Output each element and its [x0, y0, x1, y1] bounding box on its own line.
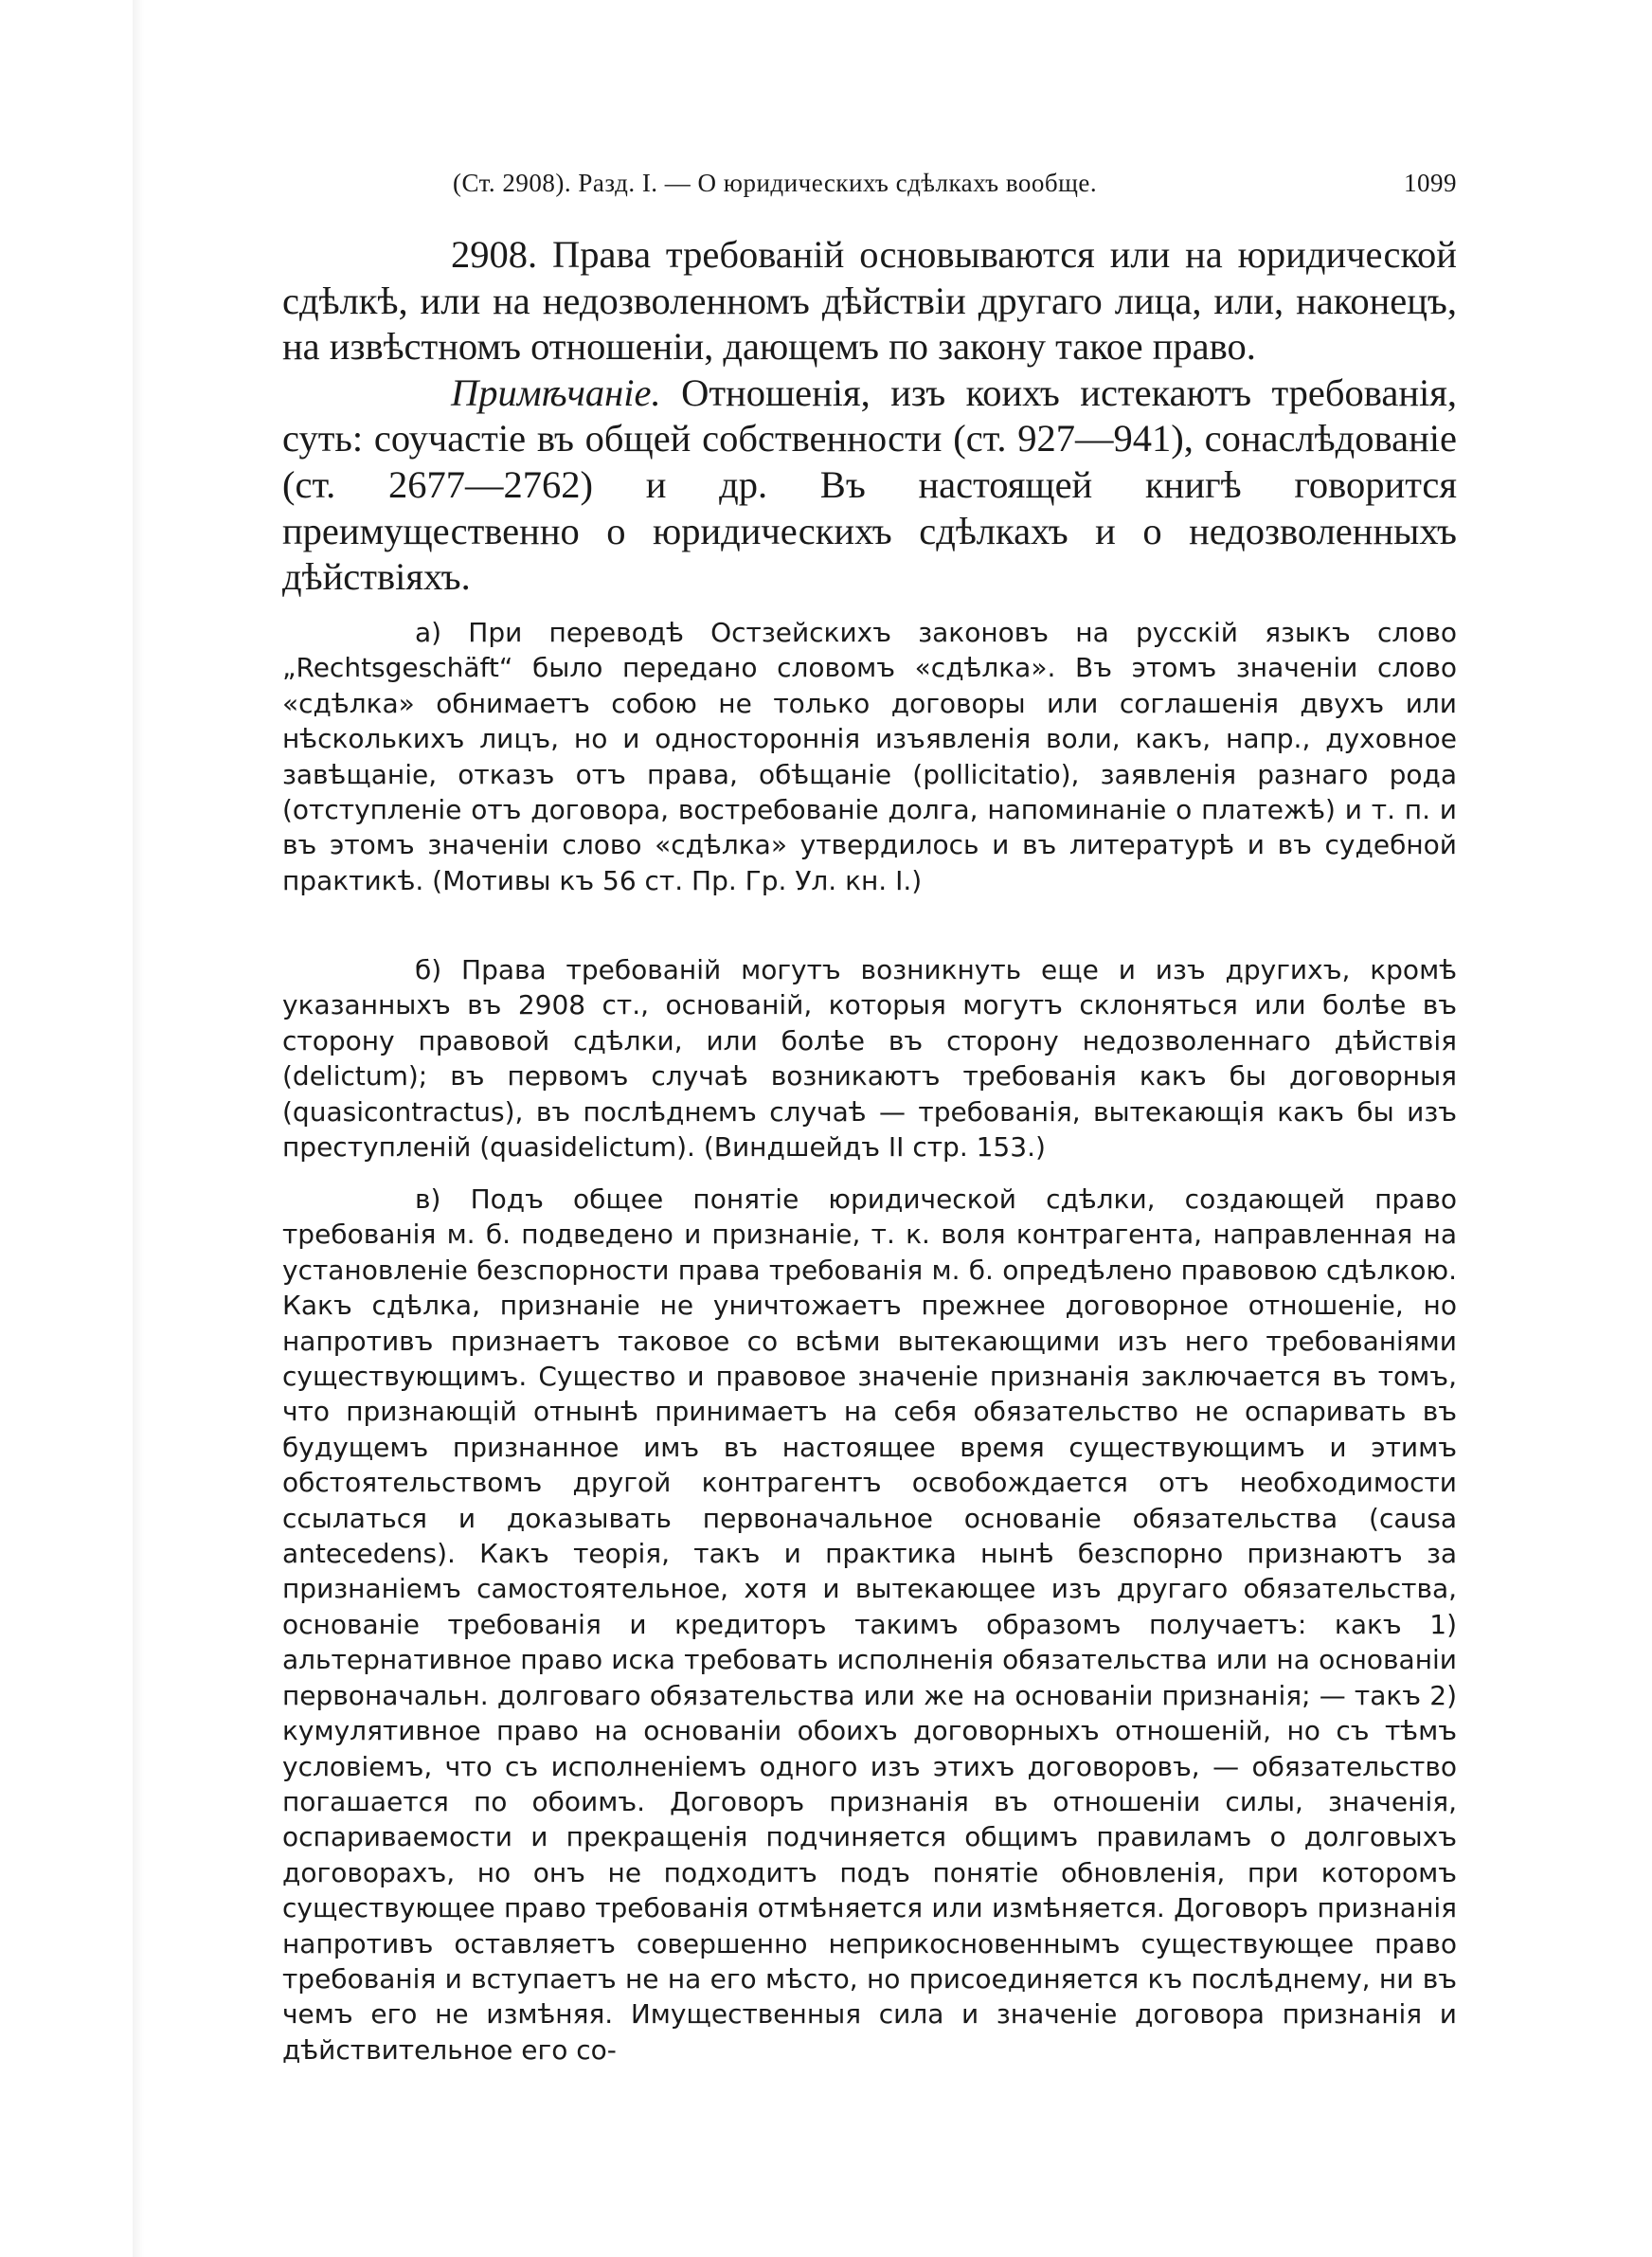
commentary-a [282, 615, 1457, 898]
commentary-a-text: а) При переводѣ Остзейскихъ законовъ на русскій языкъ слово „Rechtsgeschäft“ было передано словомъ «сдѣлка». Въ этомъ значеніи слово «сдѣлка» обнимаетъ собою не только договоры или соглашенія двухъ или нѣсколькихъ лицъ, но и одностороннія изъявленія воли, какъ, напр., духовное завѣщаніе, отказъ отъ права, обѣщаніе (pollicitatio), заявленія разнаго рода (отступленіе отъ договора, востребованіе долга, напоминаніе о платежѣ) и т. п. и въ этомъ значеніи слово «сдѣлка» утвердилось и въ литературѣ и въ судебной практикѣ. (Мотивы къ 56 ст. Пр. Гр. Ул. кн. I.) [282, 617, 1457, 896]
note-label: Примѣчаніе. [451, 370, 661, 414]
commentary-c-text: в) Подъ общее понятіе юридической сдѣлки, создающей право требованія м. б. подведено и признаніе, т. к. воля контрагента, направленная на установленіе безспорности права требованія м. б. опредѣлено правовою сдѣлкою. Какъ сдѣлка, признаніе не уничтожаетъ прежнее договорное отношеніе, но напротивъ признаетъ таковое со всѣми вытекающими изъ него требованіями существующимъ. Существо и правовое значеніе признанія заключается въ томъ, что признающій отнынѣ принимаетъ на себя обязательство не оспаривать въ будущемъ признанное имъ въ настоящее время существующимъ и этимъ обстоятельствомъ другой контрагентъ освобождается отъ необходимости ссылаться и доказывать первоначальное основаніе обязательства (causa antecedens). Какъ теорія, такъ и практика нынѣ безспорно признаютъ за признаніемъ самостоятельное, хотя и вытекающее изъ другаго обязательства, основаніе требованія и кредиторъ такимъ образомъ получаетъ: какъ 1) альтернативное право иска требовать исполненія обязательства или на основаніи первоначальн. долговаго обязательства или же на основаніи признанія; — такъ 2) кумулятивное право на основаніи обоихъ договорныхъ отношеній, но съ тѣмъ условіемъ, что съ исполненіемъ одного изъ этихъ договоровъ, — обязательство погашается по обоимъ. Договоръ признанія въ отношеніи силы, значенія, оспариваемости и прекращенія подчиняется общимъ правиламъ о долговыхъ договорахъ, но онъ не подходитъ подъ понятіе обновленія, при которомъ существующее право требованія отмѣняется или измѣняется. Договоръ признанія напротивъ оставляетъ совершенно неприкосновеннымъ существующее право требованія и вступаетъ не на его мѣсто, но присоединяется къ послѣднему, ни въ чемъ его не измѣняя. Имущественныя сила и значеніе договора признанія и дѣйствительное его со- [282, 1183, 1457, 2066]
commentary-b-text: б) Права требованій могутъ возникнуть еще и изъ другихъ, кромѣ указанныхъ въ 2908 ст., основаній, которыя могутъ склоняться или болѣе въ сторону правовой сдѣлки, или болѣе въ сторону недозволеннаго дѣйствія (delictum); въ первомъ случаѣ возникаютъ требованія какъ бы договорныя (quasicontractus), въ послѣднемъ случаѣ — требованія, вытекающія какъ бы изъ преступленій (quasidelictum). (Виндшейдъ II стр. 153.) [282, 954, 1457, 1164]
running-title: (Ст. 2908). Разд. I. — О юридическихъ сдѣлкахъ вообще. [453, 169, 1098, 197]
page-number: 1099 [1404, 169, 1457, 197]
article-2908 [282, 232, 1457, 601]
article-note [282, 370, 1457, 601]
note-text: Отношенія, изъ коихъ истекаютъ требованія, суть: соучастіе въ общей собственности (ст. 927—941), сонаслѣдованіе (ст. 2677—2762) и др. Въ настоящей книгѣ говорится преимущественно о юридическихъ сдѣлкахъ и о недозволенныхъ дѣйствіяхъ. [282, 370, 1457, 599]
commentary-c [282, 1182, 1457, 2067]
commentary-b [282, 952, 1457, 1165]
running-header [453, 169, 1457, 210]
scan-shadow [133, 0, 144, 2257]
article-text: 2908. Права требованій основываются или на юридической сдѣлкѣ, или на недозволенномъ дѣйствіи другаго лица, или, наконецъ, на извѣстномъ отношеніи, дающемъ по закону такое право. [282, 233, 1457, 369]
